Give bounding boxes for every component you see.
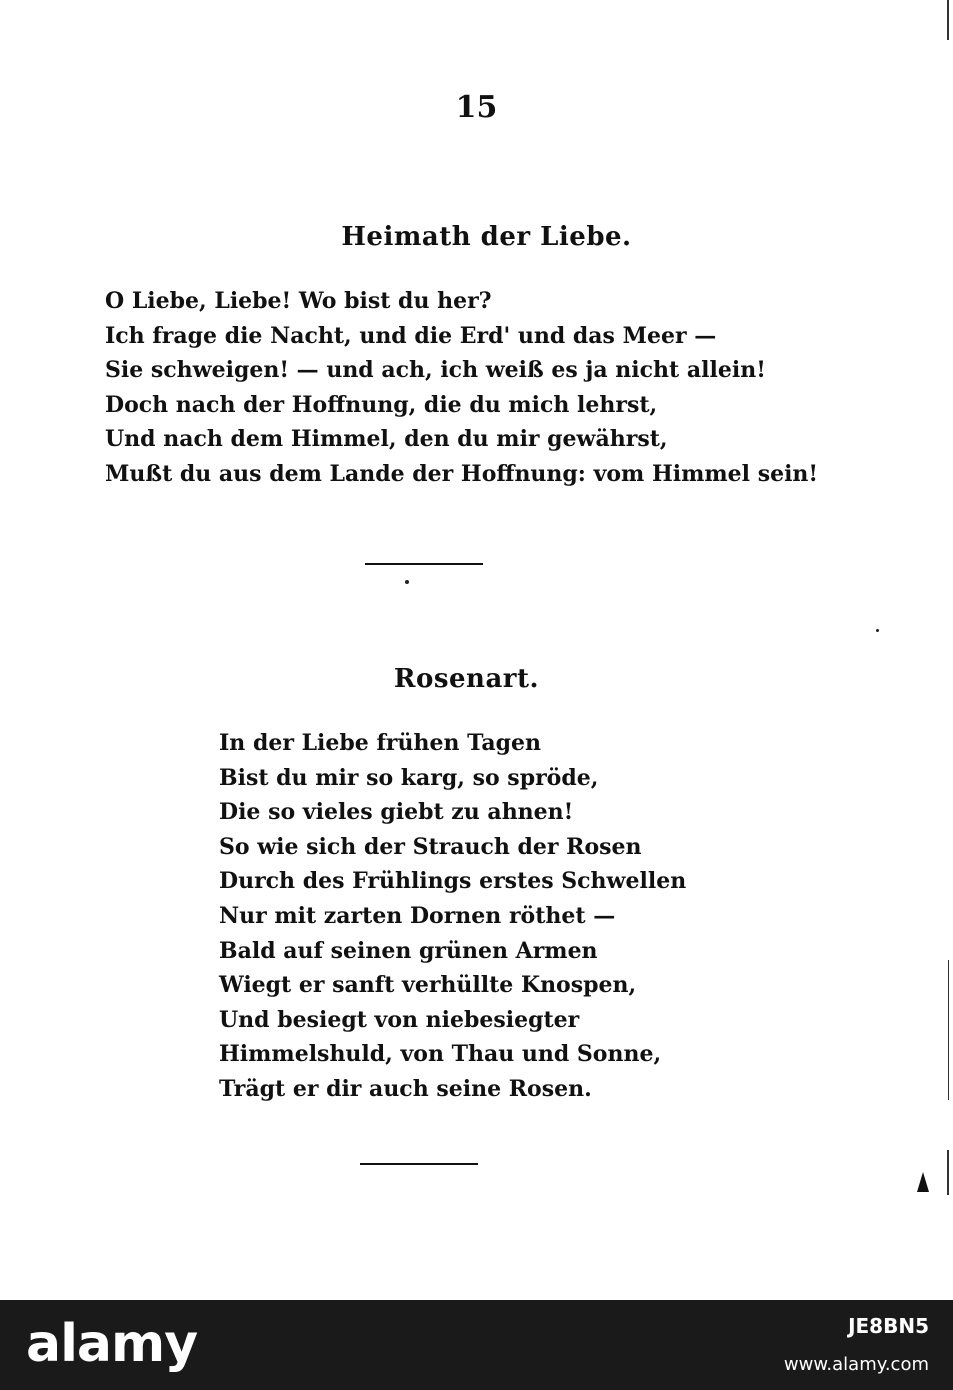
poem-title-heimath: Heimath der Liebe.	[341, 222, 632, 252]
alamy-logo: alamy	[26, 1314, 198, 1374]
scan-edge-mark	[947, 1150, 949, 1195]
watermark-banner	[0, 1300, 953, 1390]
poem-line: Trägt er dir auch seine Rosen.	[219, 1075, 592, 1102]
print-speck	[405, 580, 409, 584]
poem-line: O Liebe, Liebe! Wo bist du her?	[105, 288, 492, 314]
poem-line: Bald auf seinen grünen Armen	[219, 937, 598, 964]
section-divider	[360, 1163, 478, 1165]
poem-line: Durch des Frühlings erstes Schwellen	[219, 868, 687, 895]
stock-image-id: JE8BN5	[848, 1314, 929, 1338]
poem-line: Die so vieles giebt zu ahnen!	[219, 799, 574, 826]
print-speck	[876, 629, 879, 632]
poem-line: Bist du mir so karg, so spröde,	[219, 764, 599, 791]
poem-line: Mußt du aus dem Lande der Hoffnung: vom Himmel sein!	[105, 460, 819, 487]
poem-line: Und besiegt von niebesiegter	[219, 1006, 580, 1033]
scan-corner-mark	[917, 1172, 929, 1192]
scan-edge-mark	[948, 960, 949, 1100]
poem-title-rosenart: Rosenart.	[393, 664, 540, 694]
section-divider	[365, 563, 483, 565]
poem-stanza-rosenart	[219, 730, 686, 1111]
scan-edge-mark	[947, 0, 949, 40]
poem-line: So wie sich der Strauch der Rosen	[219, 833, 642, 860]
page-number: 15	[455, 90, 498, 125]
poem-line: Ich frage die Nacht, und die Erd' und das Meer —	[105, 322, 717, 349]
poem-stanza-heimath	[105, 288, 818, 496]
poem-line: In der Liebe frühen Tagen	[219, 730, 542, 756]
poem-line: Nur mit zarten Dornen röthet —	[219, 902, 616, 929]
poem-line: Sie schweigen! — und ach, ich weiß es ja nicht allein!	[105, 357, 766, 384]
poem-line: Himmelshuld, von Thau und Sonne,	[219, 1041, 662, 1068]
poem-line: Doch nach der Hoffnung, die du mich lehrst,	[105, 391, 658, 418]
poem-line: Und nach dem Himmel, den du mir gewährst,	[105, 426, 668, 453]
stock-url: www.alamy.com	[783, 1354, 929, 1375]
poem-line: Wiegt er sanft verhüllte Knospen,	[219, 972, 637, 999]
